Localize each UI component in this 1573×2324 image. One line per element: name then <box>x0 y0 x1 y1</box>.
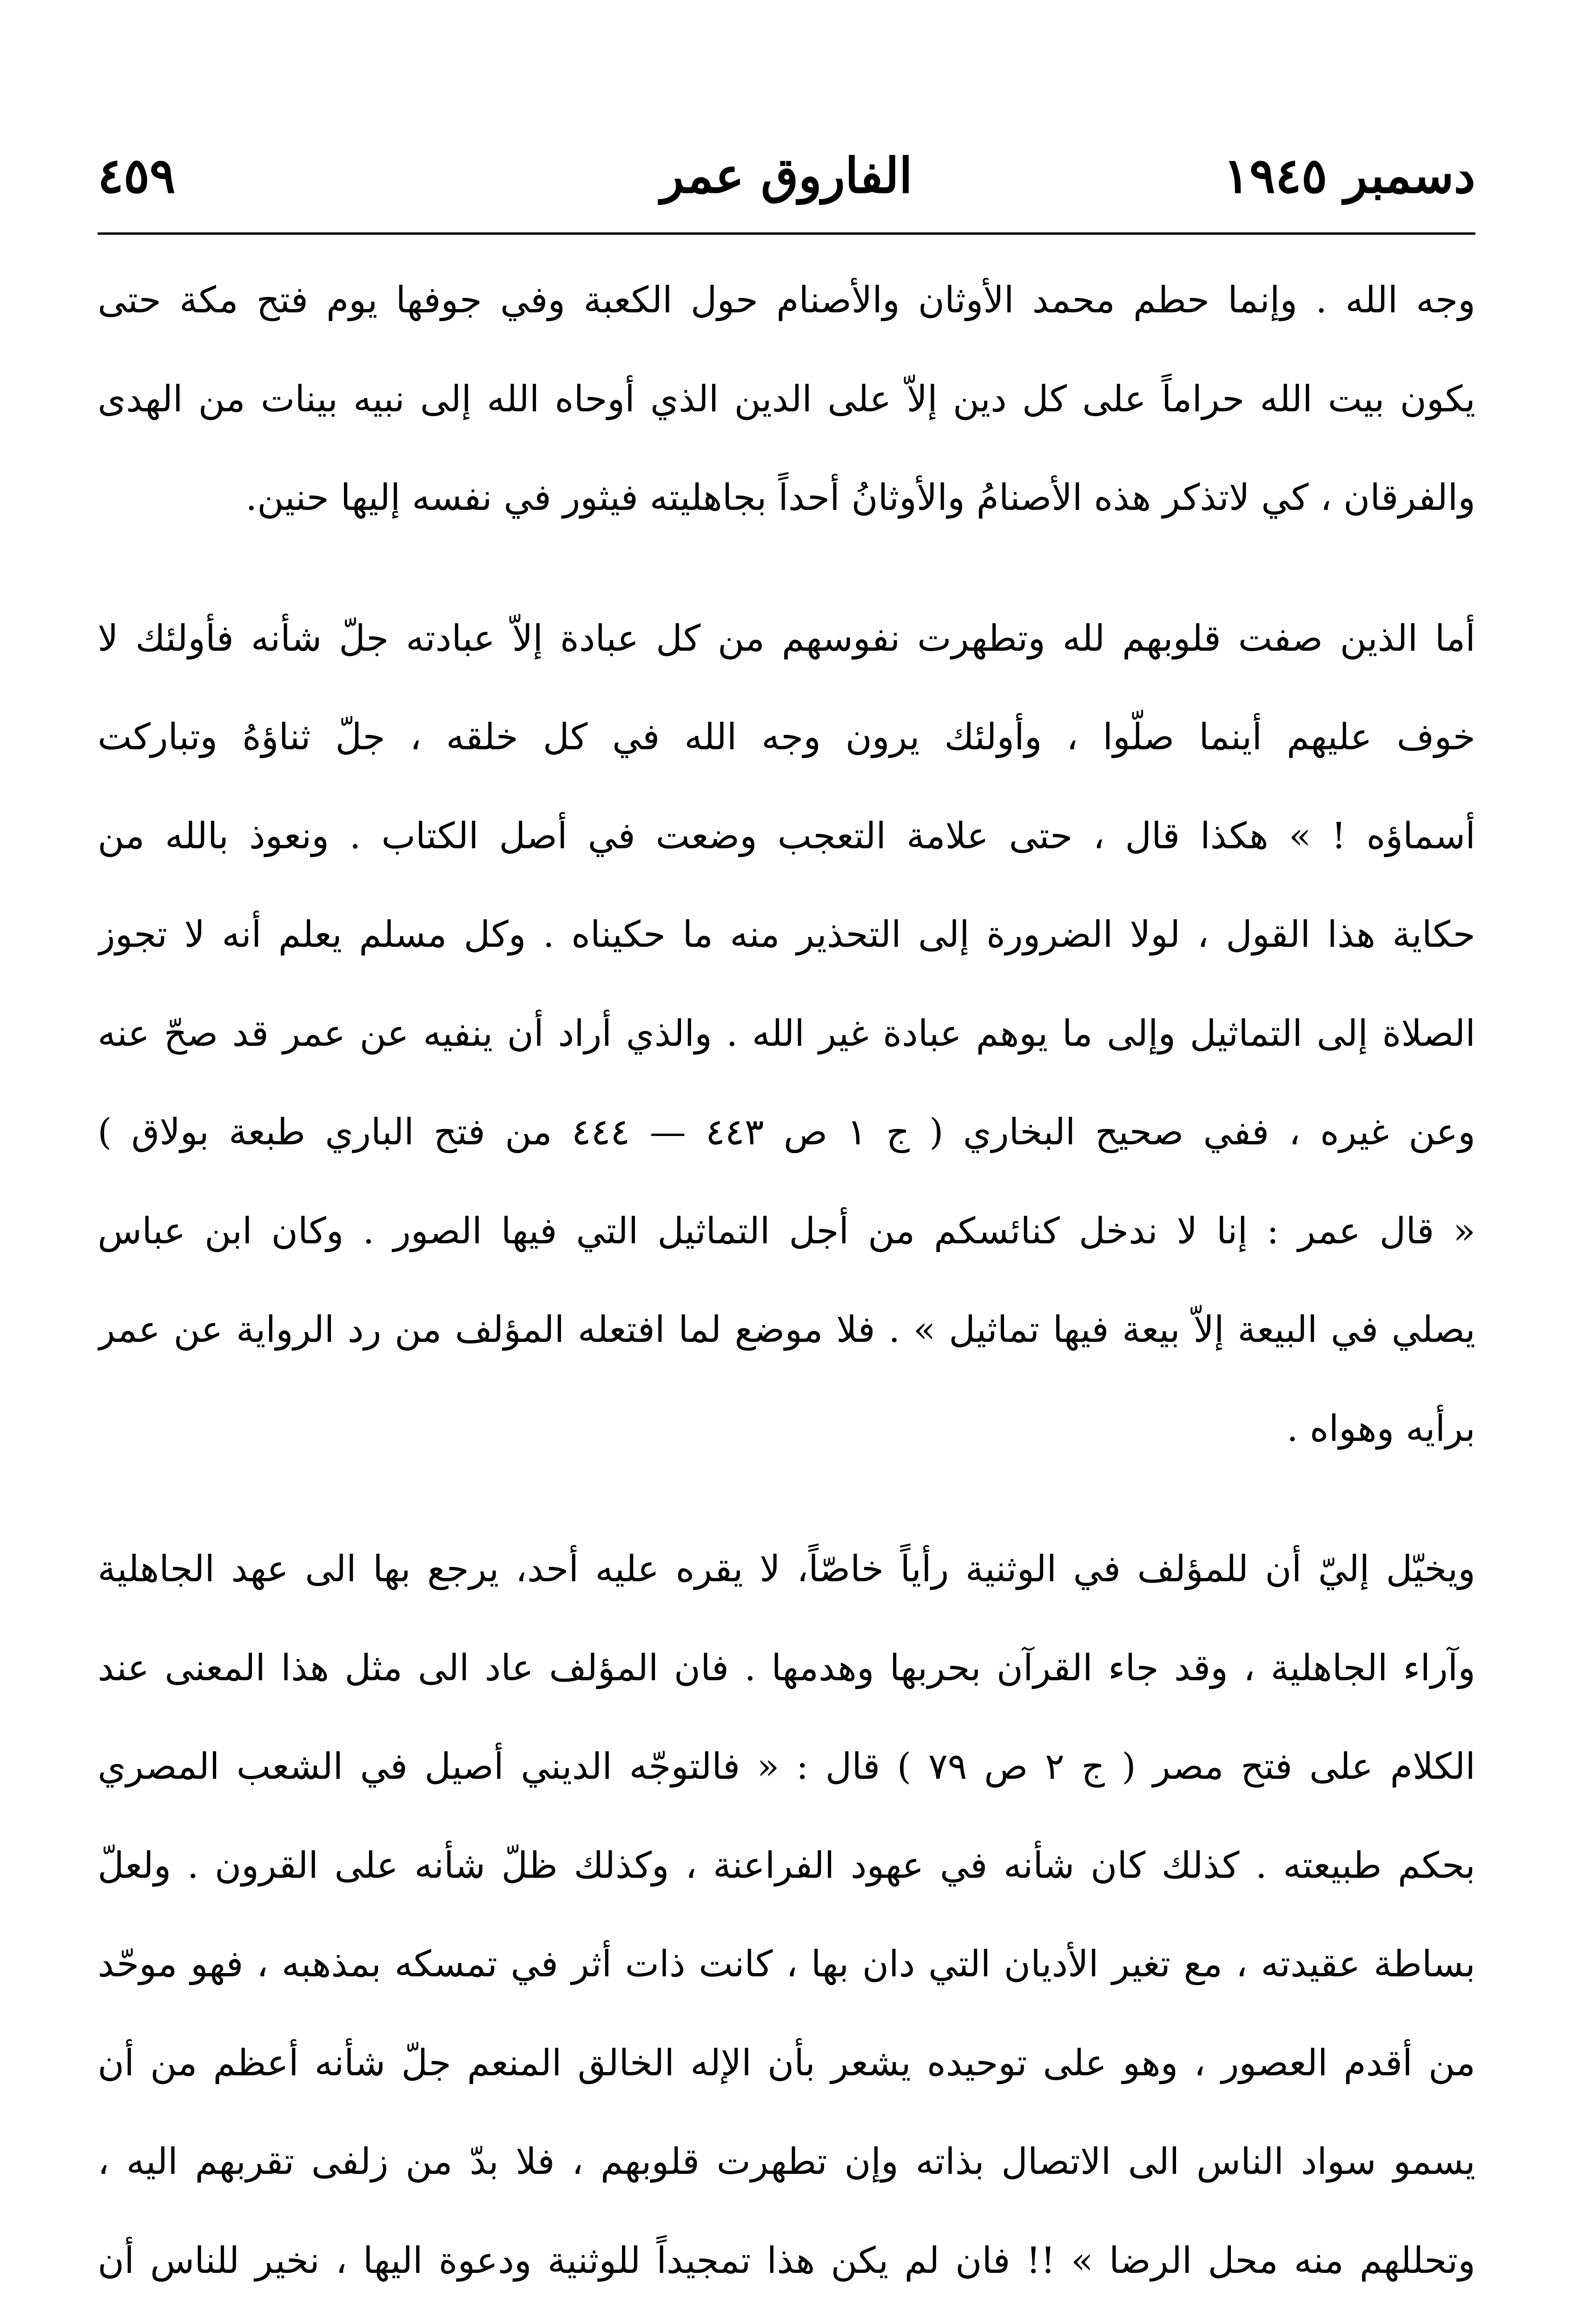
page-body <box>98 251 1475 2324</box>
text-line: برأيه وهواه . <box>1287 1407 1475 1450</box>
paragraph <box>98 589 1475 1479</box>
header-date: دسمبر ١٩٤٥ <box>1223 147 1475 204</box>
text-line: حكاية هذا القول ، لولا الضرورة إلى التحذير منه ما حكيناه . وكل مسلم يعلم أنه لا تجوز <box>98 914 1475 956</box>
text-line: أما الذين صفت قلوبهم لله وتطهرت نفوسهم من كل عبادة إلاّ عبادته جلّ شأنه فأولئك لا <box>98 617 1475 660</box>
text-line: يكون بيت الله حراماً على كل دين إلاّ على الدين الذي أوحاه الله إلى نبيه بينات من الهدى <box>98 378 1475 420</box>
text-line: وجه الله . وإنما حطم محمد الأوثان والأصنام حول الكعبة وفي جوفها يوم فتح مكة حتى <box>98 279 1475 321</box>
text-line: خوف عليهم أينما صلّوا ، وأولئك يرون وجه الله في كل خلقه ، جلّ ثناؤهُ وتباركت <box>98 716 1475 758</box>
text-line: والفرقان ، كي لاتذكر هذه الأصنامُ والأوثانُ أحداً بجاهليته فيثور في نفسه إليها حنين. <box>245 477 1475 519</box>
text-line: بساطة عقيدته ، مع تغير الأديان التي دان بها ، كانت ذات أثر في تمسكه بمذهبه ، فهو موحّد <box>98 1943 1475 1985</box>
header-title: الفاروق عمر <box>661 147 912 204</box>
text-line: « قال عمر : إنا لا ندخل كنائسكم من أجل التماثيل التي فيها الصور . وكان ابن عباس <box>98 1210 1475 1252</box>
text-line: وعن غيره ، ففي صحيح البخاري ( ج ١ ص ٤٤٣ — ٤٤٤ من فتح الباري طبعة بولاق ) <box>98 1111 1475 1153</box>
text-line: بحكم طبيعته . كذلك كان شأنه في عهود الفراعنة ، وكذلك ظلّ شأنه على القرون . ولعلّ <box>98 1844 1475 1887</box>
text-line: الصلاة إلى التماثيل وإلى ما يوهم عبادة غير الله . والذي أراد أن ينفيه عن عمر قد صحّ عنه <box>98 1012 1475 1055</box>
text-line <box>98 2310 1475 2324</box>
header-divider <box>98 232 1475 235</box>
text-line: من أقدم العصور ، وهو على توحيده يشعر بأن الإله الخالق المنعم جلّ شأنه أعظم من أن <box>98 2042 1475 2084</box>
page-header <box>98 139 1475 232</box>
text-line: يسمو سواد الناس الى الاتصال بذاته وإن تطهرت قلوبهم ، فلا بدّ من زلفى تقربهم اليه ، <box>98 2141 1475 2183</box>
paragraph <box>98 251 1475 548</box>
text-line: ويخيّل إليّ أن للمؤلف في الوثنية رأياً خاصّاً، لا يقره عليه أحد، يرجع بها الى عهد الجاهلية <box>98 1548 1475 1590</box>
text-line: وتحللهم منه محل الرضا » !! فان لم يكن هذا تمجيداً للوثنية ودعوة اليها ، نخير للناس أن <box>98 2239 1475 2282</box>
text-line: الكلام على فتح مصر ( ج ٢ ص ٧٩ ) قال : « فالتوجّه الديني أصيل في الشعب المصري <box>98 1746 1475 1788</box>
text-line: أسماؤه ! » هكذا قال ، حتى علامة التعجب وضعت في أصل الكتاب . ونعوذ بالله من <box>98 815 1475 857</box>
text-line: وآراء الجاهلية ، وقد جاء القرآن بحربها وهدمها . فان المؤلف عاد الى مثل هذا المعنى عند <box>98 1647 1475 1689</box>
text-line: يصلي في البيعة إلاّ بيعة فيها تماثيل » . فلا موضع لما افتعله المؤلف من رد الرواية عن عمر <box>98 1309 1475 1351</box>
paragraph <box>98 1520 1475 2324</box>
page-number: ٤٥٩ <box>98 147 176 204</box>
